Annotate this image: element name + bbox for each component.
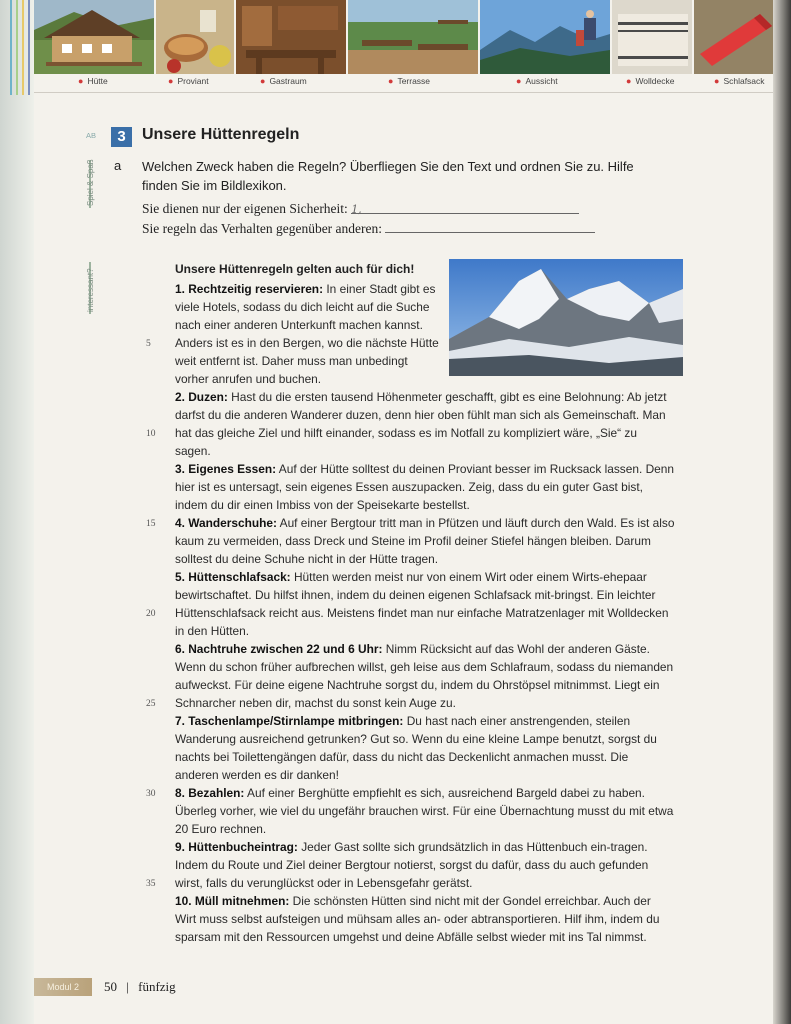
rule-10-text: Die schönsten Hütten sind nicht mit der Gondel erreichbar. Auch der Wirt muss selbst aufsteigen und mühsam alles an- oder abtransportieren. Hilf ihm, indem du sparsam mit den Ressourcen umgehst und deine Abfälle selbst wieder mit ins Tal nimmst. — [175, 894, 660, 944]
caption-schlafsack: ● Schlafsack — [714, 76, 765, 86]
rule-8-heading: 8. Bezahlen: — [175, 786, 245, 800]
line-number: 15 — [146, 519, 156, 529]
rule-1 — [175, 280, 443, 388]
page-left-margin — [0, 0, 34, 1024]
rule-5-text: Hütten werden meist nur von einem Wirt oder einem Wirts-ehepaar bewirtschaftet. Du hilfst ihnen, indem du deinen eigenen Schlafsack mit-bringst. Ein leichter Hüttenschlafsack reicht aus. Meistens findet man nur einfache Matratzenlager mit Wolldecken in den Hütten. — [175, 570, 669, 638]
line-number: 10 — [146, 429, 156, 439]
rule-6 — [175, 640, 675, 712]
module-tab: Modul 2 — [34, 978, 92, 996]
fill-line-safety-blank[interactable] — [351, 201, 579, 214]
page-number: 50 — [104, 979, 117, 994]
rule-10-heading: 10. Müll mitnehmen: — [175, 894, 290, 908]
caption-huette: ● Hütte — [78, 76, 108, 86]
rule-1-text: In einer Stadt gibt es viele Hotels, sodass du dich leicht auf die Suche nach einer anderen Unterkunft machen kannst. Anders ist es in den Bergen, wo die nächste Hütte weit entfernt ist. Daher muss man unbedingt vorher anrufen und buchen. — [175, 282, 439, 386]
line-number: 35 — [146, 879, 156, 889]
page-word: fünfzig — [138, 979, 176, 994]
rule-6-heading: 6. Nachtruhe zwischen 22 und 6 Uhr: — [175, 642, 383, 656]
rule-3-text: Auf der Hütte solltest du deinen Proviant besser im Rucksack lassen. Denn hier ist es untersagt, sein eigenes Essen auszupacken. Zeig, dass du ein guter Gast bist, indem du dir einen Imbiss von der Speisekarte bestellst. — [175, 462, 675, 512]
line-number: 5 — [146, 339, 151, 349]
sleeping-bag-photo — [694, 0, 778, 74]
rule-9 — [175, 838, 675, 892]
rule-2 — [175, 388, 675, 460]
fill-line-behaviour — [142, 220, 632, 237]
caption-gastraum: ● Gastraum — [260, 76, 307, 86]
rule-9-heading: 9. Hüttenbucheintrag: — [175, 840, 298, 854]
side-label-interessant: interessant? — [86, 268, 95, 312]
rule-5 — [175, 568, 675, 640]
fill-line-behaviour-blank[interactable] — [385, 220, 595, 233]
rule-10 — [175, 892, 675, 946]
rule-4-text: Auf einer Bergtour tritt man in Pfützen und läuft durch den Wald. Es ist also kaum zu vermeiden, dass Dreck und Steine im Profil deiner Stiefel hängen bleiben. Darum solltest du deine Schuhe nicht in der Hütte tragen. — [175, 516, 675, 566]
rule-3 — [175, 460, 675, 514]
view-photo — [480, 0, 610, 74]
rule-5-heading: 5. Hüttenschlafsack: — [175, 570, 291, 584]
task-instruction: Welchen Zweck haben die Regeln? Überfliegen Sie den Text und ordnen Sie zu. Hilfe finden Sie im Bildlexikon. — [142, 159, 634, 193]
caption-wolldecke: ● Wolldecke — [626, 76, 675, 86]
side-label-spiel: Spiel & Spaß — [86, 159, 95, 206]
caption-aussicht: ● Aussicht — [516, 76, 558, 86]
rule-8-text: Auf einer Berghütte empfiehlt es sich, ausreichend Bargeld dabei zu haben. Überleg vorher, wie viel du ungefähr brauchen wirst. Für eine Übernachtung musst du mit etwa 20 Euro rechnen. — [175, 786, 674, 836]
exercise-number-badge: 3 — [111, 127, 132, 147]
terrace-photo — [348, 0, 478, 74]
section-title: Unsere Hüttenregeln — [142, 126, 300, 143]
task-letter: a — [114, 158, 122, 173]
hut-photo — [34, 0, 154, 74]
caption-proviant: ● Proviant — [168, 76, 209, 86]
rule-4 — [175, 514, 675, 568]
mountain-photo — [449, 259, 683, 376]
fill-line-behaviour-label: Sie regeln das Verhalten gegenüber anderen: — [142, 221, 383, 236]
rule-4-heading: 4. Wanderschuhe: — [175, 516, 277, 530]
line-number: 30 — [146, 789, 156, 799]
blanket-photo — [612, 0, 692, 74]
ab-label: AB — [86, 131, 97, 140]
page-separator: | — [126, 979, 129, 994]
rule-2-heading: 2. Duzen: — [175, 390, 228, 404]
book-spine-shadow — [773, 0, 791, 1024]
line-number: 20 — [146, 609, 156, 619]
page-footer — [104, 979, 176, 995]
fill-line-safety-label: Sie dienen nur der eigenen Sicherheit: — [142, 201, 348, 216]
fill-line-safety-answer: 1, — [351, 203, 362, 216]
fill-line-safety — [142, 201, 622, 217]
caption-terrasse: ● Terrasse — [388, 76, 431, 86]
rule-2-text: Hast du die ersten tausend Höhenmeter geschafft, gibt es eine Belohnung: Ab jetzt darfst du die anderen Wanderer duzen, denn hier oben fühlt man sich als Gemeinschaft. Man hat das gleiche Ziel und hilft einander, sodass es im Notfall zu kompliziert wäre, „Sie“ zu sagen. — [175, 390, 667, 458]
line-number: 25 — [146, 699, 156, 709]
rule-7-heading: 7. Taschenlampe/Stirnlampe mitbringen: — [175, 714, 404, 728]
rule-7 — [175, 712, 675, 784]
rule-6-text: Nimm Rücksicht auf das Wohl der anderen Gäste. Wenn du schon früher aufbrechen willst, geh leise aus dem Schlafraum, sodass du niemanden aufweckst. Für deine eigene Nachtruhe sorgst du, indem du Ohrstöpsel mitnimmst. Liegt ein Schnarcher neben dir, machst du sonst kein Auge zu. — [175, 642, 674, 710]
photo-strip — [34, 0, 791, 74]
rule-1-heading: 1. Rechtzeitig reservieren: — [175, 282, 324, 296]
dining-room-photo — [236, 0, 346, 74]
provisions-photo — [156, 0, 234, 74]
photo-captions — [34, 76, 774, 90]
header-divider — [34, 92, 774, 93]
article-title: Unsere Hüttenregeln gelten auch für dich! — [175, 262, 415, 276]
rule-7-text: Du hast nach einer anstrengenden, steilen Wanderung ausreichend getrunken? Gut so. Wenn du eine kleine Lampe benutzt, sorgst du nachts bei Toilettengängen dafür, dass du nicht das Deckenlicht anmachen musst. Die anderen werden es dir danken! — [175, 714, 657, 782]
rule-3-heading: 3. Eigenes Essen: — [175, 462, 277, 476]
rule-8 — [175, 784, 675, 838]
rule-9-text: Jeder Gast sollte sich grundsätzlich in das Hüttenbuch ein-tragen. Indem du Route und Ziel deiner Bergtour notierst, sorgst du dafür, dass du auch gefunden wirst, falls du verunglückst oder in Lebensgefahr gerätst. — [175, 840, 649, 890]
